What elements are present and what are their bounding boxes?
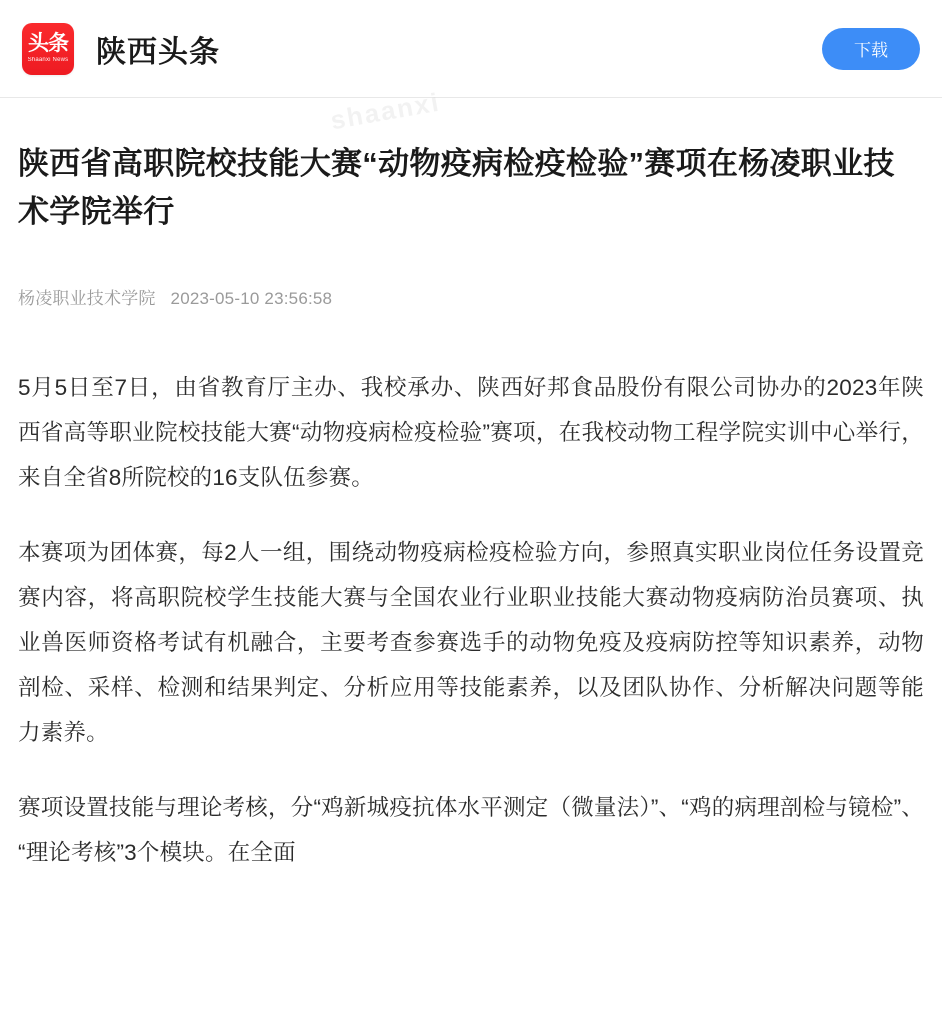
article-container	[0, 140, 942, 875]
article-meta	[18, 284, 924, 309]
article-paragraph: 5月5日至7日，由省教育厅主办、我校承办、陕西好邦食品股份有限公司协办的2023年陕西省高等职业院校技能大赛“动物疫病检疫检验”赛项，在我校动物工程学院实训中心举行，来自全省8所院校的16支队伍参赛。	[18, 375, 924, 490]
page-title: 陕西省高职院校技能大赛“动物疫病检疫检验”赛项在杨凌职业技术学院举行	[18, 146, 895, 229]
download-button[interactable]: 下载	[822, 28, 920, 70]
site-header	[0, 0, 942, 98]
toutiao-logo-icon[interactable]	[22, 23, 74, 75]
site-title: 陕西头条	[96, 35, 220, 69]
logo-cn-text: 头条	[28, 31, 68, 55]
article-source: 杨凌职业技术学院	[18, 289, 156, 308]
article-paragraph: 赛项设置技能与理论考核，分“鸡新城疫抗体水平测定（微量法）”、“鸡的病理剖检与镜检”、“理论考核”3个模块。在全面	[18, 795, 924, 865]
watermark-text: shaanxi	[328, 86, 443, 136]
logo-en-text: Shaanxi News	[27, 56, 69, 63]
article-body	[18, 365, 924, 875]
article-timestamp: 2023-05-10 23:56:58	[170, 289, 333, 308]
article-paragraph: 本赛项为团体赛，每2人一组，围绕动物疫病检疫检验方向，参照真实职业岗位任务设置竞赛内容，将高职院校学生技能大赛与全国农业行业职业技能大赛动物疫病防治员赛项、执业兽医师资格考试有机融合，主要考查参赛选手的动物免疫及疫病防控等知识素养，动物剖检、采样、检测和结果判定、分析应用等技能素养，以及团队协作、分析解决问题等能力素养。	[18, 540, 924, 745]
